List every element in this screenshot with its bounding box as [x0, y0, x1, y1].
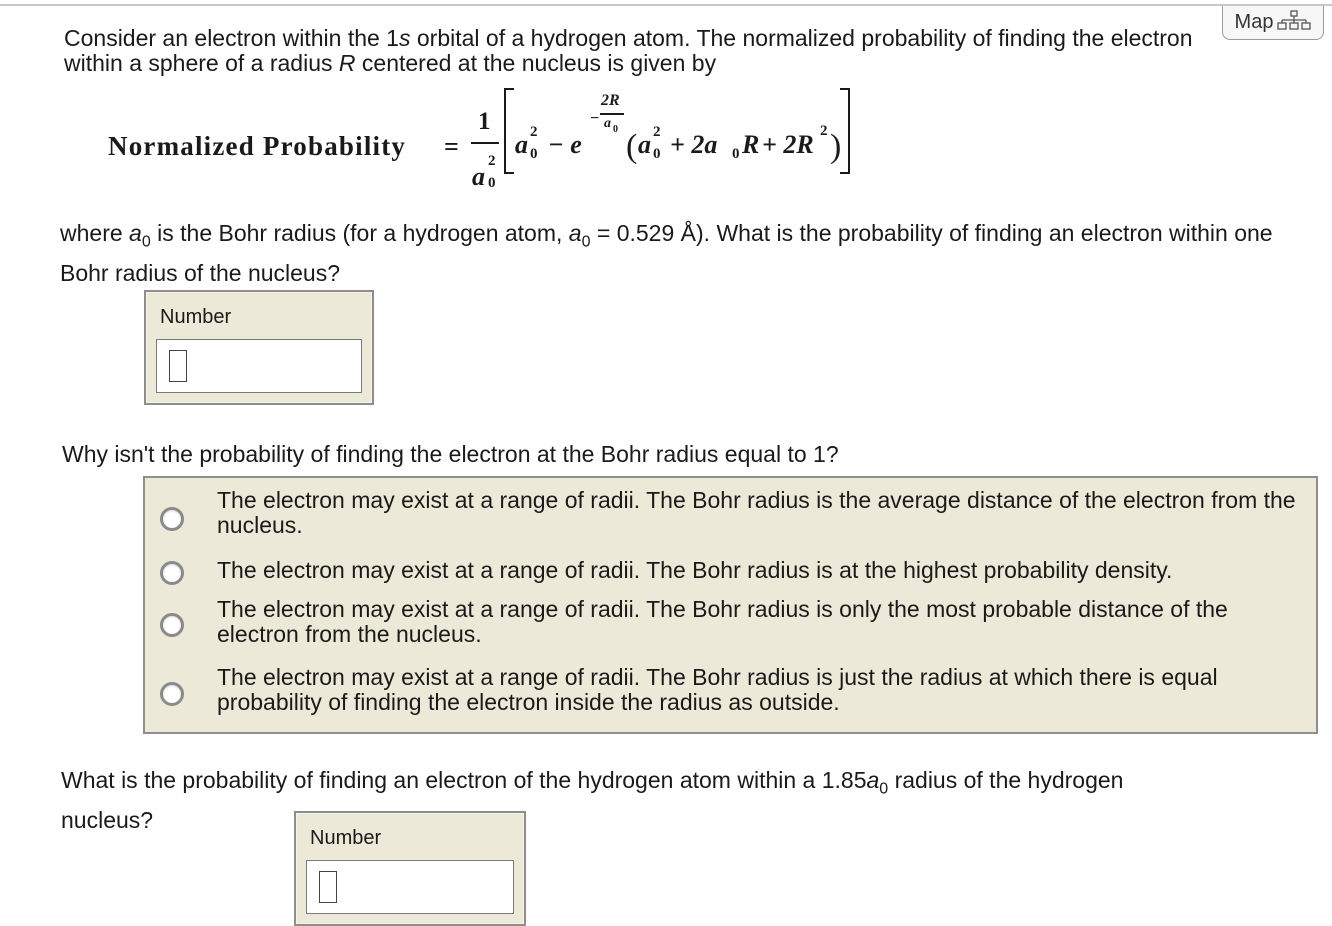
exp-fraction-bar [600, 113, 624, 115]
exp-numerator: 2R [601, 92, 620, 109]
radio-button-3[interactable] [160, 613, 184, 637]
exp-den-sub: 0 [613, 124, 618, 135]
where-text-2: is the Bohr radius (for a hydrogen atom, [150, 220, 569, 246]
map-button-label: Map [1234, 11, 1274, 33]
denominator-exp-2: 2 [488, 153, 496, 169]
problem-intro [64, 26, 1214, 76]
choice-text-3: The electron may exist at a range of radii. The Bohr radius is only the most probable distance of the electron from the nucleus. [217, 596, 1228, 647]
left-bracket [502, 88, 516, 174]
formula-label: Normalized Probability [108, 131, 407, 161]
answer-3-panel [294, 811, 526, 926]
multiple-choice-panel [143, 476, 1318, 734]
probability-formula [108, 86, 868, 201]
radio-button-4[interactable] [160, 682, 184, 706]
where-a0-sub: 0 [141, 233, 151, 251]
choice-text-2: The electron may exist at a range of radii. The Bohr radius is at the highest probability density. [217, 557, 1173, 583]
answer-1-input[interactable] [156, 339, 362, 393]
text-cursor-icon [169, 350, 187, 382]
a0sq2-sub: 0 [653, 146, 661, 162]
formula-R: R [742, 130, 760, 159]
intro-text-3: centered at the nucleus is given by [355, 50, 717, 76]
intro-text-2: orbital of a hydrogen atom. The normalized probability of finding the electron within a sphere of a radius [64, 25, 1193, 76]
close-paren: ) [830, 128, 842, 165]
denominator-sub-0: 0 [488, 175, 496, 191]
radio-button-2[interactable] [160, 561, 184, 585]
a0sq2-exp: 2 [653, 124, 661, 140]
intro-text-1: Consider an electron within the 1 [64, 25, 399, 51]
radio-button-1[interactable] [160, 507, 184, 531]
map-button[interactable] [1222, 6, 1324, 40]
a0sq-sub: 0 [530, 146, 538, 162]
where-text-3: = 0.529 Å). What is the probability of finding an electron within one Bohr radius of the nucleus? [60, 220, 1273, 286]
formula-plus-2a0: + 2a [670, 130, 718, 159]
formula-minus-e: − e [548, 130, 582, 159]
radius-question [61, 765, 1141, 836]
answer-1-label: Number [160, 306, 232, 328]
where-a0: a [129, 220, 142, 246]
choice-text-1: The electron may exist at a range of radii. The Bohr radius is the average distance of the electron from the nucleus. [217, 487, 1296, 538]
where-text-1: where [60, 220, 130, 246]
2Rsq-exp: 2 [820, 123, 828, 139]
text-cursor-icon [319, 871, 337, 903]
formula-denominator: a [472, 162, 485, 191]
intro-s: s [398, 25, 411, 51]
right-bracket [838, 88, 852, 174]
sitemap-icon [1277, 10, 1311, 36]
answer-3-input[interactable] [306, 860, 514, 914]
2a0-sub: 0 [732, 146, 740, 162]
formula-term-a0sq: a [515, 130, 528, 159]
formula-term-a0sq-2: a [638, 130, 651, 159]
where-a0-2: a [568, 220, 582, 246]
formula-plus-2Rsq: + 2R [762, 130, 814, 159]
top-divider [0, 4, 1332, 6]
open-paren: ( [626, 128, 638, 165]
bohr-radius-question [60, 218, 1300, 289]
answer-1-panel [144, 290, 374, 405]
intro-R: R [338, 50, 356, 76]
a0sq-exp: 2 [530, 124, 538, 140]
formula-numerator: 1 [478, 108, 491, 135]
choice-text-4: The electron may exist at a range of radii. The Bohr radius is just the radius at which there is equal probability of finding the electron inside the radius as outside. [217, 664, 1218, 715]
q3-a: a [866, 767, 880, 793]
q3-a-sub: 0 [879, 780, 889, 798]
where-a0-sub-2: 0 [581, 233, 591, 251]
q3-text-1: What is the probability of finding an electron of the hydrogen atom within a 1.85 [61, 767, 867, 793]
answer-3-label: Number [310, 827, 382, 849]
exp-denominator: a [604, 116, 611, 131]
q3-text-2: radius of the hydrogen nucleus? [61, 767, 1124, 833]
why-question: Why isn't the probability of finding the electron at the Bohr radius equal to 1? [62, 441, 839, 467]
formula-fraction-bar [471, 142, 499, 144]
exp-minus: − [590, 110, 600, 127]
formula-equals: = [444, 132, 459, 161]
